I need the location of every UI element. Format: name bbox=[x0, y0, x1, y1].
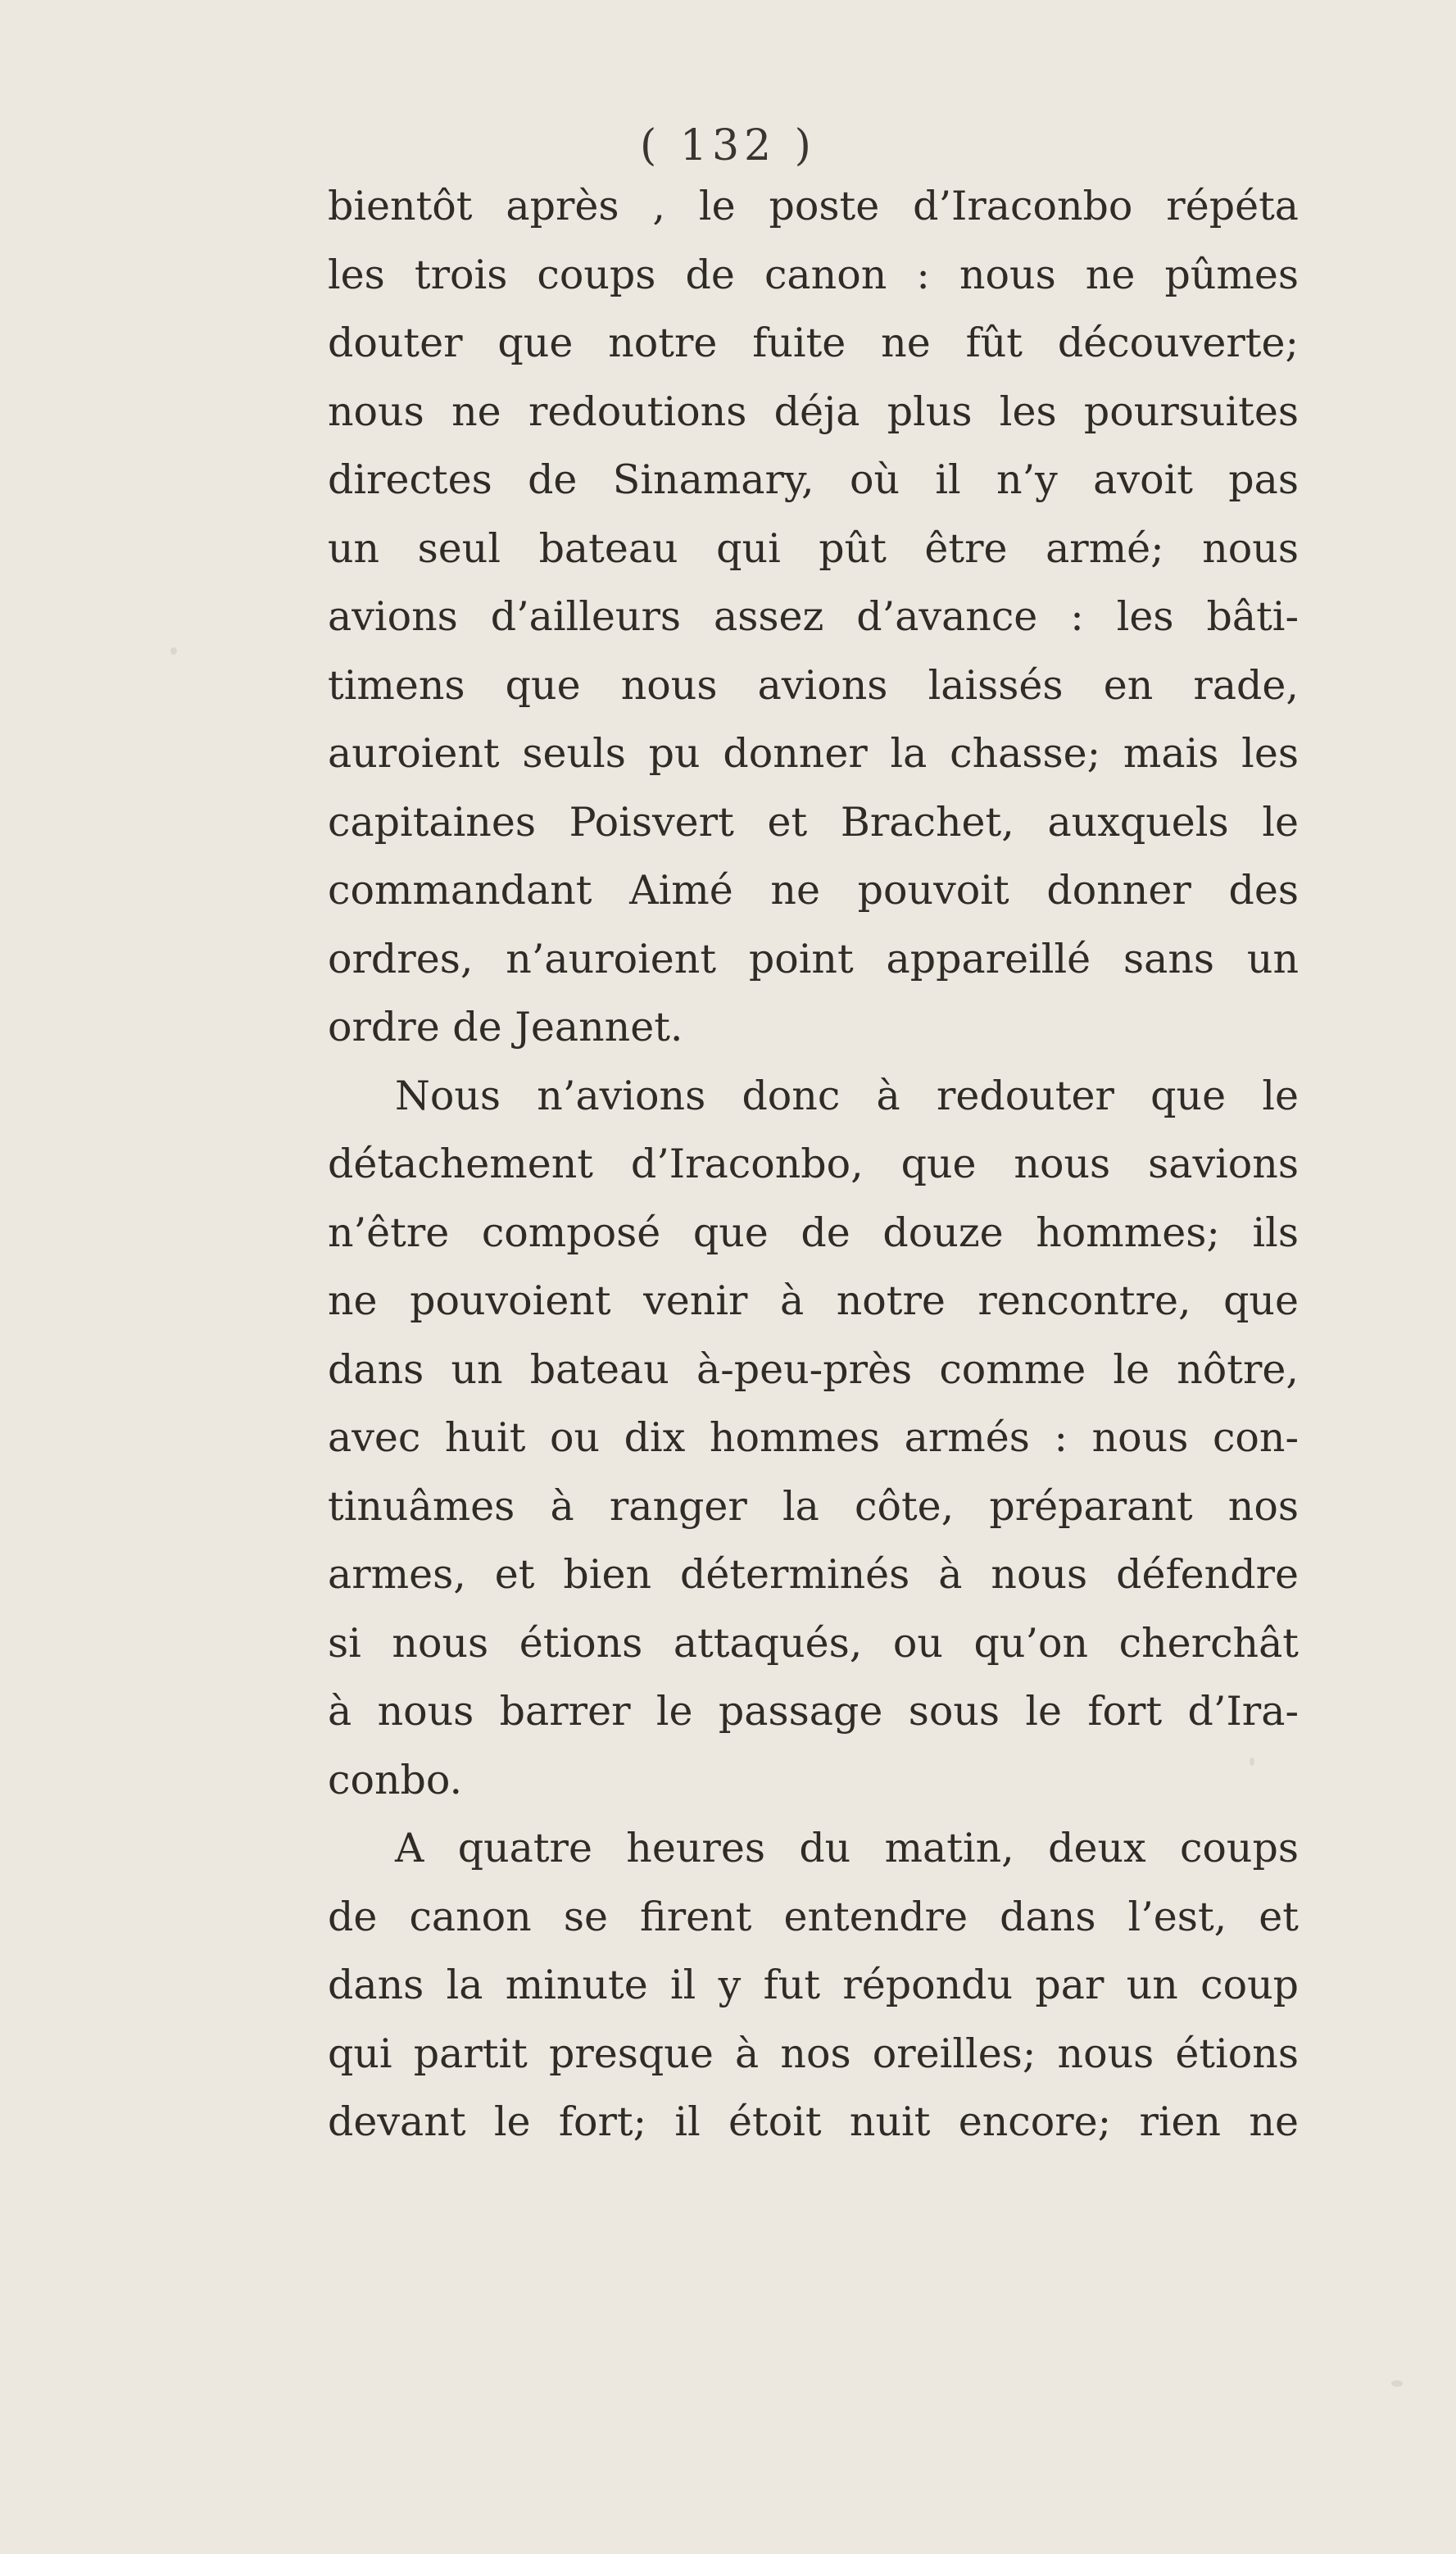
text-line: ordre de Jeannet. bbox=[328, 1004, 683, 1050]
text-line: commandant Aimé ne pouvoit donner des bbox=[328, 867, 1299, 914]
text-line: tinuâmes à ranger la côte, préparant nos bbox=[328, 1482, 1299, 1530]
text-line: devant le fort; il étoit nuit encore; rien ne bbox=[328, 2098, 1299, 2145]
text-line: ordres, n’auroient point appareillé sans un bbox=[328, 935, 1299, 982]
text-line: nous ne redoutions déja plus les poursuites bbox=[328, 388, 1299, 435]
text-line: A quatre heures du matin, deux coups bbox=[395, 1825, 1299, 1871]
text-line: bientôt après , le poste d’Iraconbo répéta bbox=[328, 183, 1299, 229]
text-line: conbo. bbox=[328, 1756, 463, 1803]
text-line: détachement d’Iraconbo, que nous savions bbox=[328, 1141, 1299, 1187]
page-number: ( 132 ) bbox=[640, 121, 816, 170]
text-line: auroient seuls pu donner la chasse; mais les bbox=[328, 730, 1299, 777]
text-line: douter que notre fuite ne fût découverte; bbox=[328, 320, 1299, 366]
text-body bbox=[328, 172, 1299, 2157]
text-line: un seul bateau qui pût être armé; nous bbox=[328, 524, 1299, 572]
text-line: ne pouvoient venir à notre rencontre, que bbox=[328, 1277, 1299, 1324]
text-line: si nous étions attaqués, ou qu’on cherchât bbox=[328, 1619, 1299, 1667]
paper-speck bbox=[1391, 2380, 1403, 2387]
text-line: dans la minute il y fut répondu par un coup bbox=[328, 1962, 1299, 2008]
text-line: timens que nous avions laissés en rade, bbox=[328, 661, 1299, 709]
text-line: directes de Sinamary, où il n’y avoit pas bbox=[328, 456, 1299, 503]
text-line: de canon se firent entendre dans l’est, et bbox=[328, 1893, 1299, 1940]
text-line: à nous barrer le passage sous le fort d’Ira- bbox=[328, 1688, 1299, 1735]
text-line: armes, et bien déterminés à nous défendre bbox=[328, 1551, 1299, 1598]
paper-speck bbox=[1250, 1758, 1254, 1766]
text-line: avec huit ou dix hommes armés : nous con- bbox=[328, 1414, 1299, 1461]
paper-speck bbox=[170, 647, 177, 655]
text-line: avions d’ailleurs assez d’avance : les bâti- bbox=[328, 593, 1299, 640]
text-line: les trois coups de canon : nous ne pûmes bbox=[328, 251, 1299, 298]
text-line: Nous n’avions donc à redouter que le bbox=[395, 1072, 1299, 1119]
text-line: n’être composé que de douze hommes; ils bbox=[328, 1209, 1299, 1256]
text-line: qui partit presque à nos oreilles; nous étions bbox=[328, 2030, 1299, 2077]
text-line: capitaines Poisvert et Brachet, auxquels le bbox=[328, 798, 1299, 846]
text-line: dans un bateau à-peu-près comme le nôtre, bbox=[328, 1345, 1299, 1393]
